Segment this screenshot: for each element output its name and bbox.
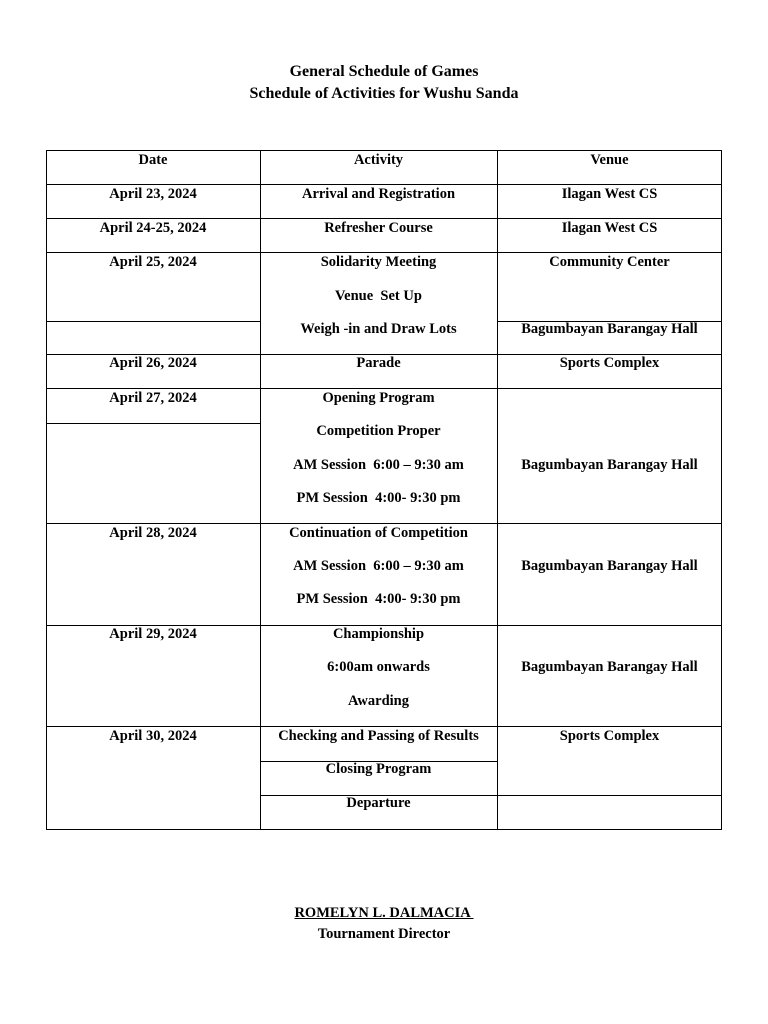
- activity-cell: Awarding: [348, 693, 409, 709]
- column-header-venue: Venue: [590, 152, 629, 168]
- date-cell: April 23, 2024: [109, 186, 197, 202]
- date-cell: April 29, 2024: [109, 626, 197, 642]
- activity-cell: Venue Set Up: [335, 288, 422, 304]
- activity-cell: AM Session 6:00 – 9:30 am: [293, 457, 464, 473]
- venue-cell: Sports Complex: [559, 728, 660, 744]
- table-rule-horizontal: [46, 423, 261, 424]
- activity-cell: Closing Program: [325, 761, 432, 777]
- date-cell: April 25, 2024: [109, 254, 197, 270]
- date-cell: April 30, 2024: [109, 728, 197, 744]
- activity-cell: 6:00am onwards: [327, 659, 430, 675]
- signatory-name-text: ROMELYN L. DALMACIA: [294, 905, 474, 921]
- venue-cell: Bagumbayan Barangay Hall: [521, 659, 698, 675]
- date-cell: April 27, 2024: [109, 390, 197, 406]
- column-header-activity: Activity: [353, 152, 404, 168]
- document-subtitle: Schedule of Activities for Wushu Sanda: [249, 85, 519, 102]
- date-cell: April 28, 2024: [109, 525, 197, 541]
- venue-cell: Bagumbayan Barangay Hall: [521, 321, 698, 337]
- activity-cell: Continuation of Competition: [289, 525, 468, 541]
- date-cell: April 24-25, 2024: [99, 220, 207, 236]
- date-cell: April 26, 2024: [109, 355, 197, 371]
- activity-cell: Checking and Passing of Results: [278, 728, 479, 744]
- activity-cell: Parade: [356, 355, 401, 371]
- table-rule-horizontal: [46, 829, 722, 830]
- activity-cell: AM Session 6:00 – 9:30 am: [293, 558, 464, 574]
- column-header-date: Date: [138, 152, 168, 168]
- activity-cell: PM Session 4:00- 9:30 pm: [296, 591, 461, 607]
- activity-cell: Departure: [346, 795, 411, 811]
- venue-cell: Sports Complex: [559, 355, 660, 371]
- document-title: General Schedule of Games: [289, 63, 479, 80]
- venue-cell: Bagumbayan Barangay Hall: [521, 558, 698, 574]
- activity-cell: Championship: [332, 626, 425, 642]
- signatory-name: [0, 905, 768, 922]
- activity-cell: Opening Program: [322, 390, 435, 406]
- activity-cell: Refresher Course: [324, 220, 433, 236]
- activity-cell: Solidarity Meeting: [320, 254, 437, 270]
- venue-cell: Community Center: [549, 254, 670, 270]
- activity-cell: Weigh -in and Draw Lots: [300, 321, 457, 337]
- venue-cell: Ilagan West CS: [561, 186, 658, 202]
- venue-cell: Ilagan West CS: [561, 220, 658, 236]
- activity-cell: Competition Proper: [316, 423, 441, 439]
- table-rule-horizontal: [46, 321, 261, 322]
- activity-cell: Arrival and Registration: [301, 186, 456, 202]
- venue-cell: Bagumbayan Barangay Hall: [521, 457, 698, 473]
- signatory-role: Tournament Director: [317, 926, 451, 942]
- activity-cell: PM Session 4:00- 9:30 pm: [296, 490, 461, 506]
